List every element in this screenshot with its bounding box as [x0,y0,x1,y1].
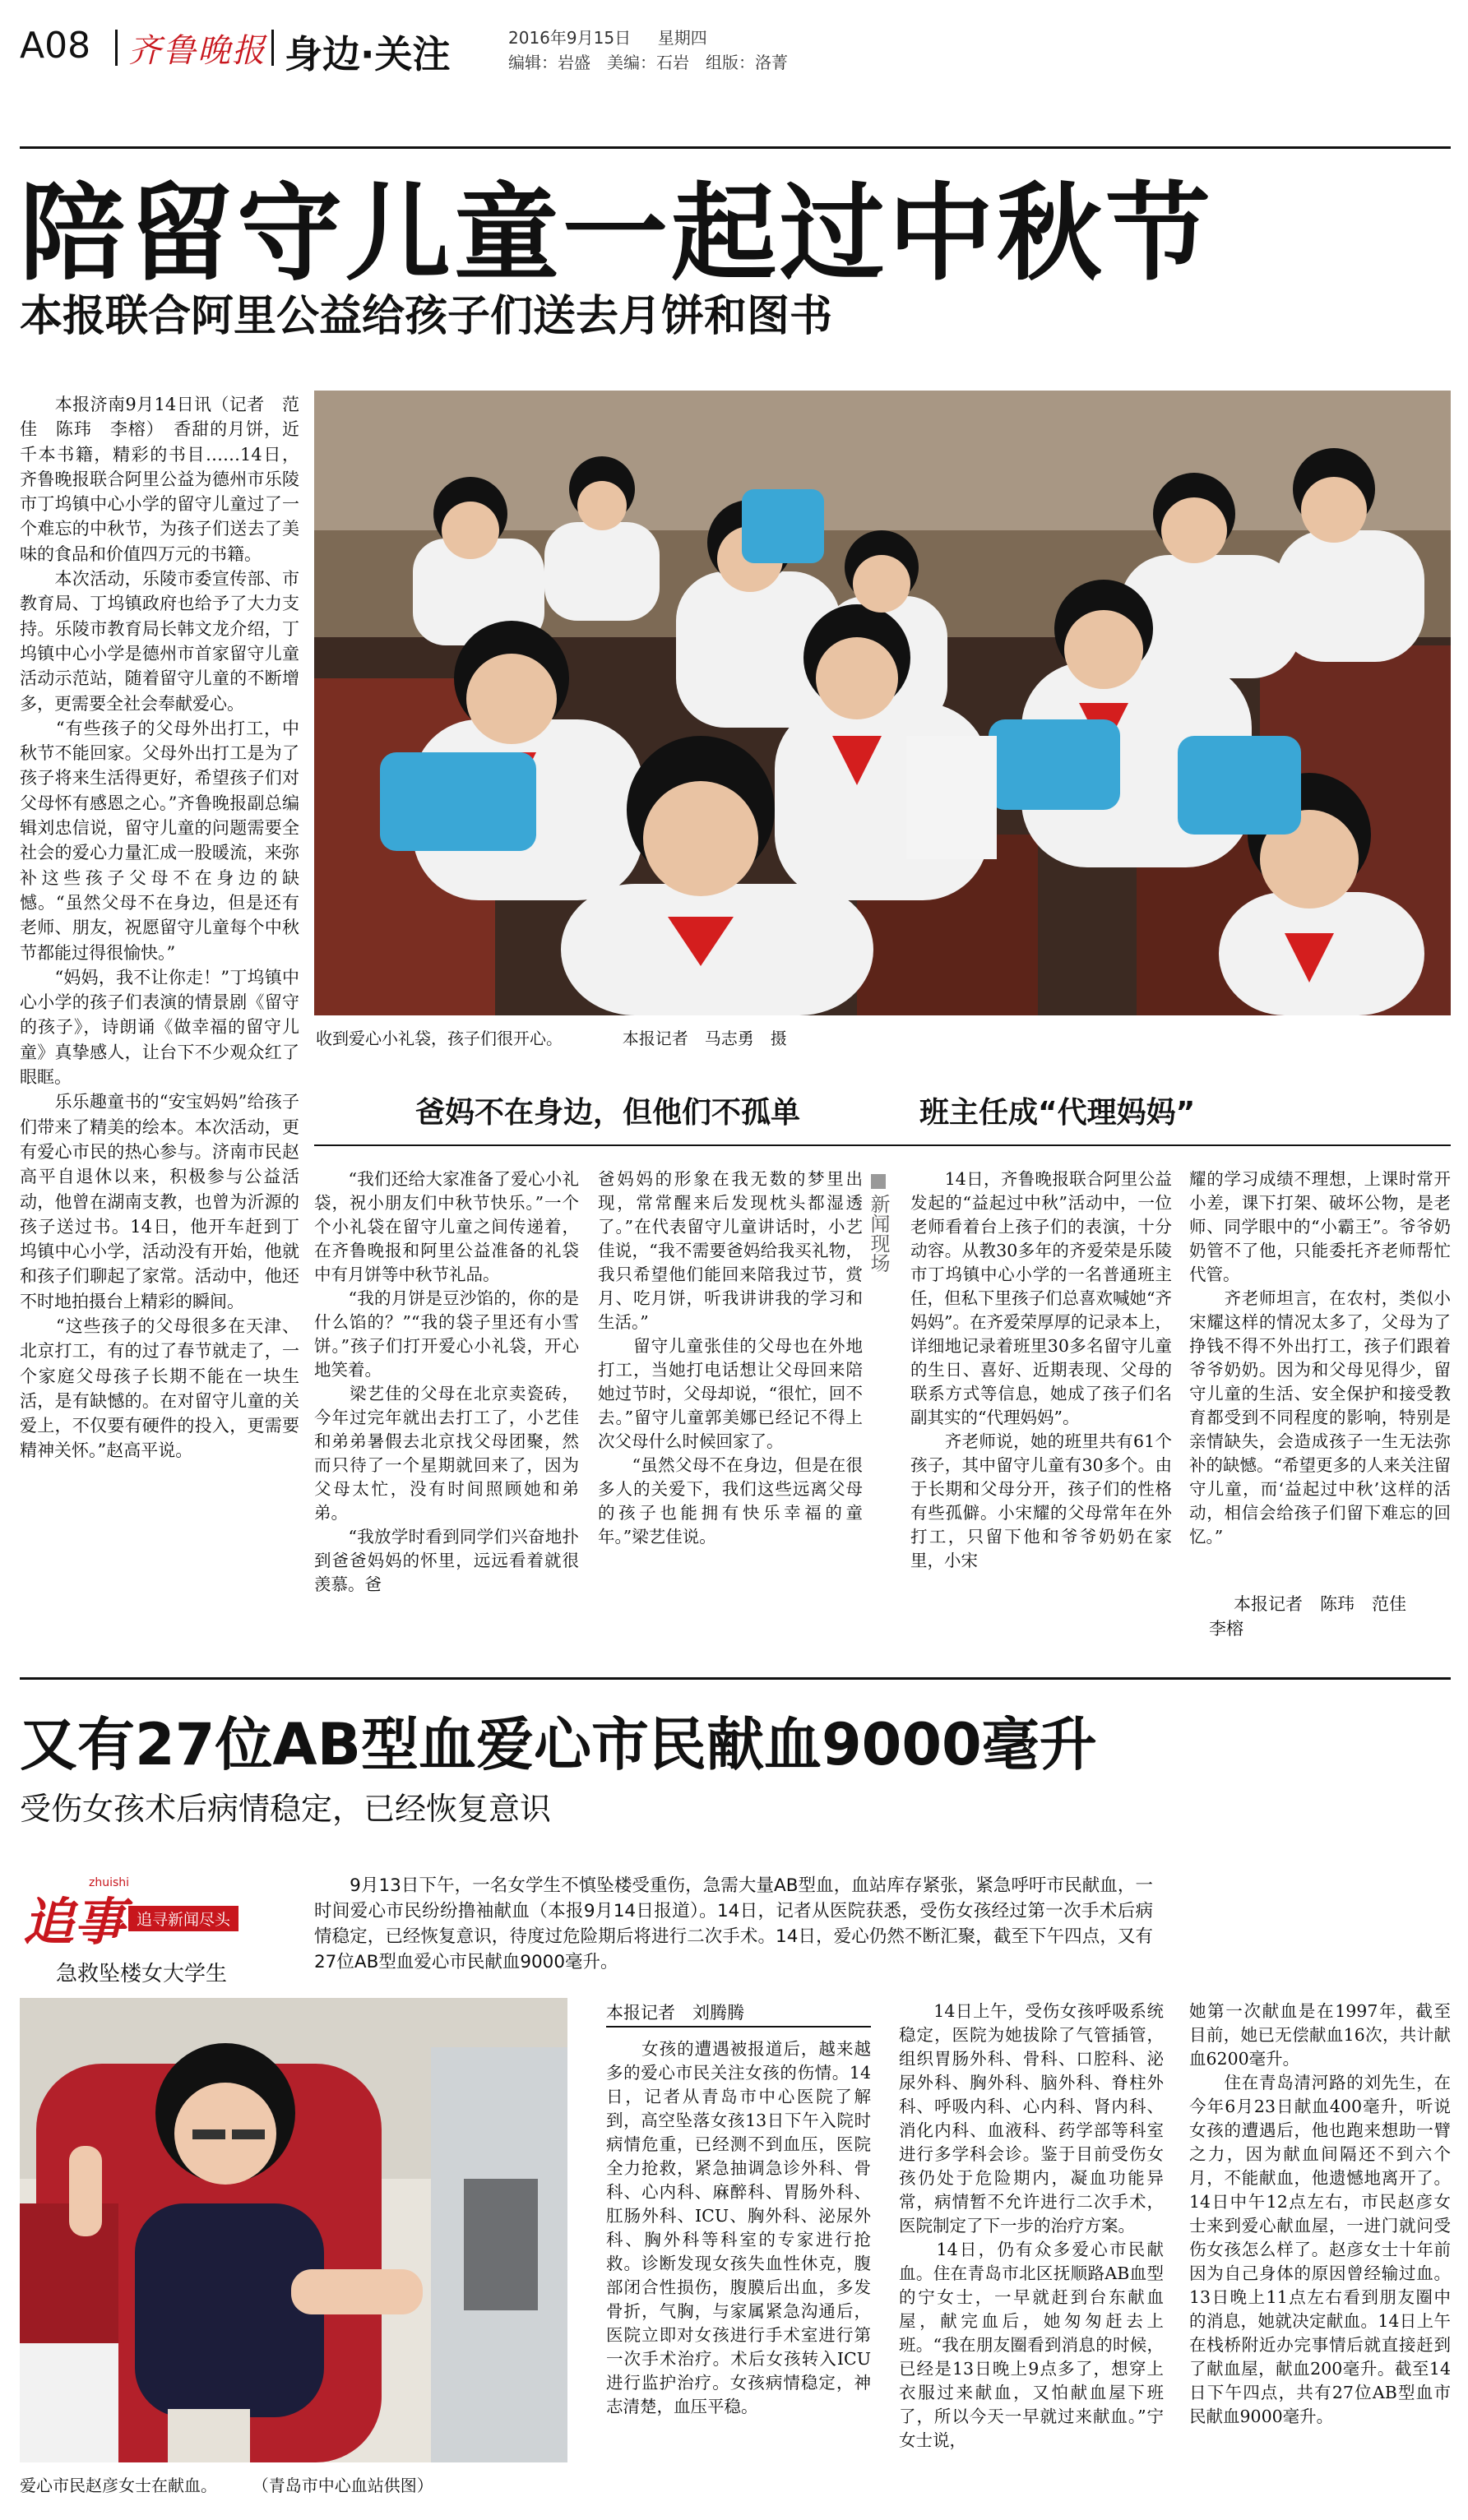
logo-pinyin: zhuishi [89,1876,130,1889]
byline-rule [606,2026,871,2028]
story1-col-b1: 14日，齐鲁晚报联合阿里公益发起的“益起过中秋”活动中，一位老师看着台上孩子们的表演，十分动容。从教30多年的齐爱荣是乐陵市丁坞镇中心小学的一名普通班主任，但私下里孩子们总喜欢喊她“齐妈妈”。在齐爱荣厚厚的记录本上，详细地记录着班里30多名留守儿童的生日、喜好、近期表现、父母的联系方式等信息，她成了孩子们名副其实的“代理妈妈”。 齐老师说，她的班里共有61个孩子，其中留守儿童有30多个。由于长期和父母分开，孩子们的性格有些孤僻。小宋耀的父母常年在外打工，只留下他和爷爷奶奶在家里，小宋 [910,1169,1172,1570]
story2-col2: 14日上午，受伤女孩呼吸系统稳定，医院为她拔除了气管插管，组织胃肠外科、骨科、口腔科、泌尿外科、胸外科、脑外科、脊柱外科、呼吸内科、心内科、肾内科、消化内科、血液科、药学部等科室进行多学科会诊。鉴于目前受伤女孩仍处于危险期内，凝血功能异常，病情暂不允许进行二次手术，医院制定了下一步的治疗方案。 14日，仍有众多爱心市民献血。住在青岛市北区抚顺路AB血型的宁女士，一早就赶到台东献血屋，献完血后，她匆匆赶去上班。“我在朋友圈看到消息的时候，已经是13日晚上9点多了，想穿上衣服过来献血，又怕献血屋下班了，所以今天一早就过来献血。”宁女士说， [899,2001,1164,2450]
masthead [0,0,1468,82]
photo-caption [316,1025,787,1049]
logo-caption: 急救坠楼女大学生 [56,1962,228,1986]
story1-col-a1: “我们还给大家准备了爱心小礼袋，祝小朋友们中秋节快乐。”一个个小礼袋在留守儿童之间传递着，在齐鲁晚报和阿里公益准备的礼袋中有月饼等中秋节礼品。 “我的月饼是豆沙馅的，你的是什么馅的？”“我的袋子里还有小雪饼。”孩子们打开爱心小礼袋，开心地笑着。 梁艺佳的父母在北京卖瓷砖，今年过完年就出去打工了，小艺佳和弟弟暑假去北京找父母团聚，然而只待了一个星期就回来了，因为父母太忙，没有时间照顾她和弟弟。 “我放学时看到同学们兴奋地扑到爸爸妈妈的怀里，远远看着就很羡慕。爸 [314,1169,579,1594]
story2-col1: 女孩的遭遇被报道后，越来越多的爱心市民关注女孩的伤情。14日，记者从青岛市中心医院了解到，高空坠落女孩13日下午入院时病情危重，已经测不到血压，医院全力抢救，紧急抽调急诊外科、骨科、心内科、麻醉科、胃肠外科、肛肠外科、ICU、胸外科、泌尿外科、胸外科等科室的专家进行抢救。诊断发现女孩失血性休克，腹部闭合性损伤，腹膜后出血，多发骨折，气胸，与家属紧急沟通后，医院立即对女孩进行手术室进行第一次手术治疗。术后女孩转入ICU进行监护治疗。女孩病情稳定，神志清楚，血压平稳。 [606,2039,871,2416]
weekday: 星期四 [657,28,707,48]
story2-lead: 9月13日下午，一名女学生不慎坠楼受重伤，急需大量AB型血，血站库存紧张，紧急呼吁市民献血，一时间爱心市民纷纷撸袖献血（本报9月14日报道）。14日，记者从医院获悉，受伤女孩经过第一次手术后病情稳定，已经恢复意识，待度过危险期后将进行二次手术。14日，爱心仍然不断汇聚，截至下午四点，又有27位AB型血爱心市民献血9000毫升。 [314,1875,1153,1972]
divider [271,30,274,66]
news-scene-label-text: 新闻现场 [867,1194,890,1273]
story1-subhead: 本报联合阿里公益给孩子们送去月饼和图书 [20,292,833,341]
story2-col3: 她第一次献血是在1997年，截至目前，她已无偿献血16次，共计献血6200毫升。 住在青岛清河路的刘先生，在今年6月23日献血400毫升，听说女孩的遭遇后，他也跑来想助一臂之力，因为献血间隔还不到六个月，不能献血，他遗憾地离开了。14日中午12点左右，市民赵彦女士来到爱心献血屋，一进门就问受伤女孩怎么样了。赵彦女士十年前因为自己身体的原因曾经输过血。13日晚上11点左右看到朋友圈中的消息，她就决定献血。14日上午在栈桥附近办完事情后就直接赶到了献血屋，献血200毫升。截至14日下午四点，共有27位AB型血市民献血9000毫升。 [1189,2001,1451,2426]
children-photo [314,391,1451,1015]
donor-photo-credit: （青岛市中心血站供图） [252,2476,433,2495]
page-number: A08 [20,25,91,67]
photo-credit: 本报记者 马志勇 摄 [622,1029,787,1048]
subhead-b: 班主任成“代理妈妈” [919,1096,1196,1130]
zhuishi-logo [23,1875,303,1986]
divider [115,30,118,66]
issue-date [508,25,707,49]
story2-byline: 本报记者 刘腾腾 [606,2003,744,2023]
date: 2016年9月15日 [508,28,632,48]
story1-headline: 陪留守儿童一起过中秋节 [20,173,1215,295]
story2-headline: 又有27位AB型血爱心市民献血9000毫升 [20,1711,1097,1778]
donor-photo-caption [20,2472,433,2496]
section-title: 身边·关注 [285,32,451,76]
logo-tagline: 追寻新闻尽头 [128,1906,238,1931]
story1-lead-column: 本报济南9月14日讯（记者 范佳 陈玮 李榕） 香甜的月饼，近千本书籍，精彩的书目……14日，齐鲁晚报联合阿里公益为德州市乐陵市丁坞镇中心小学的留守儿童过了一个难忘的中秋节，为孩子们送去了美味的食品和价值四万元的书籍。 本次活动，乐陵市委宣传部、市教育局、丁坞镇政府也给予了大力支持。乐陵市教育局长韩文龙介绍，丁坞镇中心小学是德州市首家留守儿童活动示范站，随着留守儿童的不断增多，更需要全社会奉献爱心。 “有些孩子的父母外出打工，中秋节不能回家。父母外出打工是为了孩子将来生活得更好，希望孩子们对父母怀有感恩之心。”齐鲁晚报副总编辑刘忠信说，留守儿童的问题需要全社会的爱心力量汇成一股暖流，来弥补这些孩子父母不在身边的缺憾。“虽然父母不在身边，但是还有老师、朋友，祝愿留守儿童每个中秋节都能过得很愉快。” “妈妈，我不让你走！”丁坞镇中心小学的孩子们表演的情景剧《留守的孩子》，诗朗诵《做幸福的留守儿童》真挚感人，让台下不少观众红了眼眶。 乐乐趣童书的“安宝妈妈”给孩子们带来了精美的绘本。本次活动，更有爱心市民的热心参与。济南市民赵高平自退休以来，积极参与公益活动，他曾在湖南支教，也曾为沂源的孩子送过书。14日，他开车赶到丁坞镇中心小学，活动没有开始，他就和孩子们聊起了家常。活动中，他还不时地拍摄台上精彩的瞬间。 “这些孩子的父母很多在天津、北京打工，有的过了春节就走了，一个家庭父母孩子长期不能在一块生活，是有缺憾的。在对留守儿童的关爱上，不仅要有硬件的投入，更需要精神关怀。”赵高平说。 [20,395,299,1461]
story1-byline-b: 本报记者 陈玮 范佳 李榕 [1209,1594,1406,1639]
story1-col-a2: 爸妈妈的形象在我无数的梦里出现，常常醒来后发现枕头都湿透了。”在代表留守儿童讲话时，小艺佳说，“我不需要爸妈给我买礼物，我只希望他们能回来陪我过节，赏月、吃月饼，听我讲讲我的学习和生活。” 留守儿童张佳的父母也在外地打工，当她打电话想让父母回来陪她过节时，父母却说，“很忙，回不去。”留守儿童郭美娜已经记不得上次父母什么时候回家了。 “虽然父母不在身边，但是在很多人的关爱下，我们这些远离父母的孩子也能拥有快乐幸福的童年。”梁艺佳说。 [598,1169,863,1547]
donor-caption-text: 爱心市民赵彦女士在献血。 [20,2476,217,2495]
subhead-rule [314,1144,1451,1146]
news-scene-label [868,1174,891,1273]
story2-subhead: 受伤女孩术后病情稳定，已经恢复意识 [20,1791,552,1827]
donor-photo-illustration [20,1998,567,2462]
donor-photo [20,1998,567,2462]
story1-col-b2: 耀的学习成绩不理想，上课时常开小差，课下打架、破坏公物，是老师、同学眼中的“小霸王”。爷爷奶奶管不了他，只能委托齐老师帮忙代管。 齐老师坦言，在农村，类似小宋耀这样的情况太多了，父母为了挣钱不得不外出打工，孩子们跟着爷爷奶奶。因为和父母见得少，留守儿童的生活、安全保护和接受教育都受到不同程度的影响，特别是亲情缺失，会造成孩子一生无法弥补的缺憾。“希望更多的人来关注留守儿童，而‘益起过中秋’这样的活动，相信会给孩子们留下难忘的回忆。” [1189,1169,1451,1547]
photo-caption-text: 收到爱心小礼袋，孩子们很开心。 [316,1029,563,1048]
paper-name-logo: 齐鲁晚报 [128,32,266,70]
subhead-a: 爸妈不在身边，但他们不孤单 [415,1096,801,1130]
children-photo-illustration [314,391,1451,1015]
logo-main-text: 追事 [23,1892,126,1952]
story-divider [20,1677,1451,1680]
masthead-rule [20,146,1451,149]
staff-credits: 编辑：岩盛 美编：石岩 组版：洛菁 [508,53,788,72]
